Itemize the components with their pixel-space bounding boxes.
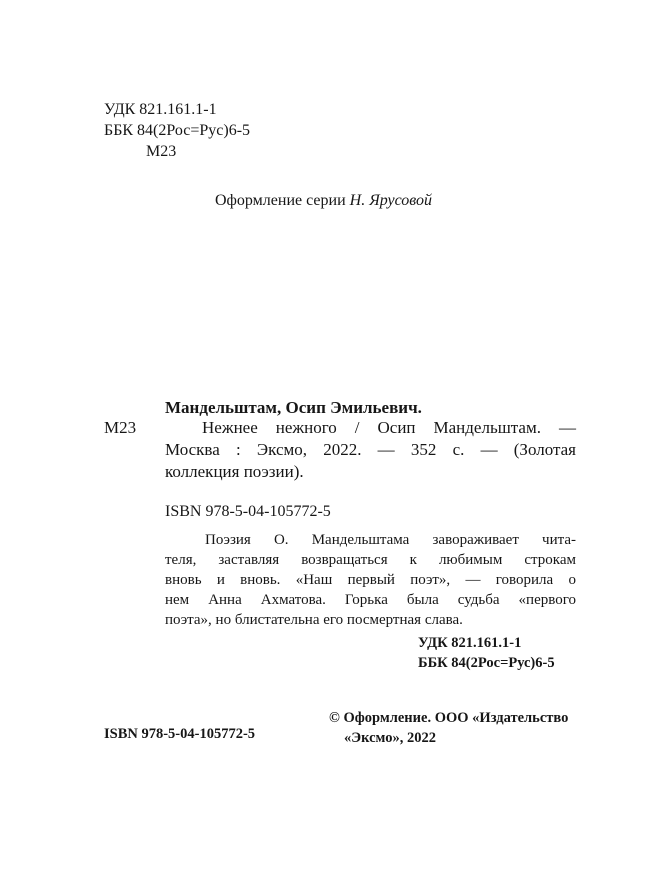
description-line: Москва : Эксмо, 2022. — 352 с. — (Золотая bbox=[165, 440, 576, 459]
footer-udk-code: УДК 821.161.1-1 bbox=[418, 635, 522, 651]
copyright-line: © Оформление. ООО «Издательство bbox=[329, 710, 569, 726]
annotation bbox=[165, 530, 576, 630]
series-designer-name: Н. Ярусовой bbox=[349, 192, 433, 209]
description-line: Нежнее нежного / Осип Мандельштам. — bbox=[202, 418, 576, 437]
bottom-isbn: ISBN 978-5-04-105772-5 bbox=[104, 726, 256, 742]
author-mark: М23 bbox=[146, 143, 177, 160]
catalog-author-mark: М23 bbox=[104, 418, 137, 437]
udk-code: УДК 821.161.1-1 bbox=[104, 101, 217, 118]
annotation-line: теля, заставляя возвращаться к любимым строкам bbox=[165, 552, 576, 568]
series-design-credit bbox=[215, 190, 432, 211]
series-design-label: Оформление серии bbox=[215, 192, 346, 209]
footer-bbk-code: ББК 84(2Рос=Рус)6-5 bbox=[418, 655, 555, 671]
description-line: коллекция поэзии). bbox=[165, 462, 304, 481]
annotation-line: нем Анна Ахматова. Горька была судьба «первого bbox=[165, 592, 576, 608]
annotation-line: Поэзия О. Мандельштама завораживает чита- bbox=[205, 532, 576, 548]
catalog-isbn: ISBN 978-5-04-105772-5 bbox=[165, 503, 331, 520]
author-heading: Мандельштам, Осип Эмильевич. bbox=[165, 398, 422, 417]
copyright-line: «Эксмо», 2022 bbox=[344, 730, 436, 746]
bbk-code: ББК 84(2Рос=Рус)6-5 bbox=[104, 122, 251, 139]
annotation-line: вновь и вновь. «Наш первый поэт», — говорила о bbox=[165, 572, 576, 588]
annotation-line: поэта», но блистательна его посмертная слава. bbox=[165, 612, 463, 628]
bibliographic-description bbox=[165, 417, 576, 483]
